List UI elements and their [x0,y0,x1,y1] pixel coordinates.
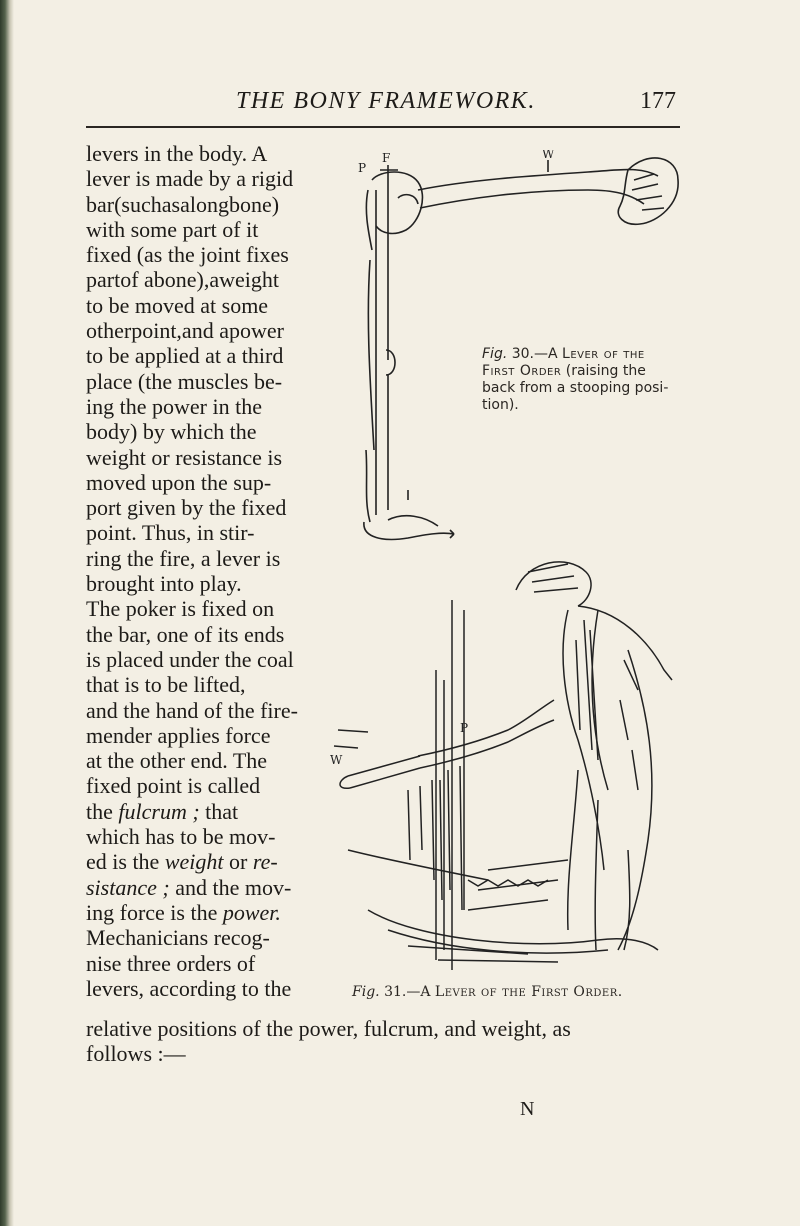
text-line [86,799,352,824]
signature-mark: N [520,1098,535,1120]
text-line: at the other end. The [86,748,268,774]
caption-detail: (raising the back from a stooping posi- tion). [482,363,669,413]
caption-title: Lever of the First Order. [434,984,623,1000]
header-rule [86,126,680,128]
text-line: and the hand of the fire- [86,697,298,723]
text-line: fixed (as the joint fixes [86,242,289,268]
text-line: nise three orders of [86,950,256,976]
text-line: fixed point is called [86,773,261,799]
text-fragment: or [223,849,253,875]
text-line [86,849,352,874]
text-line: port given by the fixed [86,495,287,521]
term-weight: weight [164,849,224,875]
text-line: weight or resistance is [86,444,283,470]
text-line: levers in the body. A [86,141,268,166]
figure-31-caption [352,984,682,1000]
text-fragment: and the mov- [169,874,292,900]
text-line: to be moved at some [86,292,269,318]
caption-number: 31.—A [384,984,431,1000]
caption-fig-word: Fig. [352,984,380,1000]
text-line: Mechanicians recog- [86,925,270,951]
text-fragment: the [86,798,119,824]
caption-number: 30.—A [511,346,558,362]
text-line [86,875,352,900]
figure-31-label-p: P [460,721,469,735]
text-line: The poker is fixed on [86,596,275,622]
figure-30-label-f: F [382,151,391,165]
text-line: levers, according to the [86,975,292,1001]
body-column-text [86,141,352,1001]
text-line: bar(suchasalongbone) [86,191,280,217]
text-line: body) by which the [86,419,257,445]
figure-31-drawing [328,550,684,990]
caption-fig-word: Fig. [482,346,508,362]
running-head: THE BONY FRAMEWORK. [236,88,536,114]
text-line: with some part of it [86,216,259,242]
figure-31-label-w: W [330,753,343,767]
figure-30-label-p: P [358,161,367,175]
term-power: power. [222,899,281,925]
text-line: moved upon the sup- [86,469,272,495]
body-full-width-text [86,1016,696,1067]
text-line: is placed under the coal [86,646,294,672]
text-line: mender applies force [86,722,271,748]
text-line: otherpoint,and apower [86,318,284,344]
figure-30-label-w: W [542,150,555,161]
text-fragment: ed is the [86,849,165,875]
text-line: which has to be mov- [86,824,276,850]
text-line: the bar, one of its ends [86,621,285,647]
text-line: lever is made by a rigid [86,166,294,192]
text-line: place (the muscles be- [86,368,283,394]
term-resistance-end: sistance ; [86,874,170,900]
term-fulcrum: fulcrum ; [118,798,200,824]
text-fragment: ing force is the [86,899,223,925]
text-line: brought into play. [86,571,242,597]
text-line: relative positions of the power, fulcrum, and weight, as [86,1016,571,1041]
caption-title: Lever of the First Order [482,346,645,379]
figure-30-caption [482,346,682,414]
page-number: 177 [640,88,676,114]
text-line: ring the fire, a lever is [86,545,281,571]
text-line: that is to be lifted, [86,672,246,698]
text-line: follows :— [86,1041,186,1067]
text-line: point. Thus, in stir- [86,520,255,546]
text-fragment: that [199,798,239,824]
figure-31-illustration [328,550,684,990]
page-header [0,88,800,128]
text-line: ing the power in the [86,393,262,419]
text-line [86,900,352,925]
term-resistance-start: re- [252,849,278,875]
text-line: to be applied at a third [86,343,284,369]
page-binding-edge [0,0,14,1226]
text-line: partof abone),aweight [86,267,280,293]
